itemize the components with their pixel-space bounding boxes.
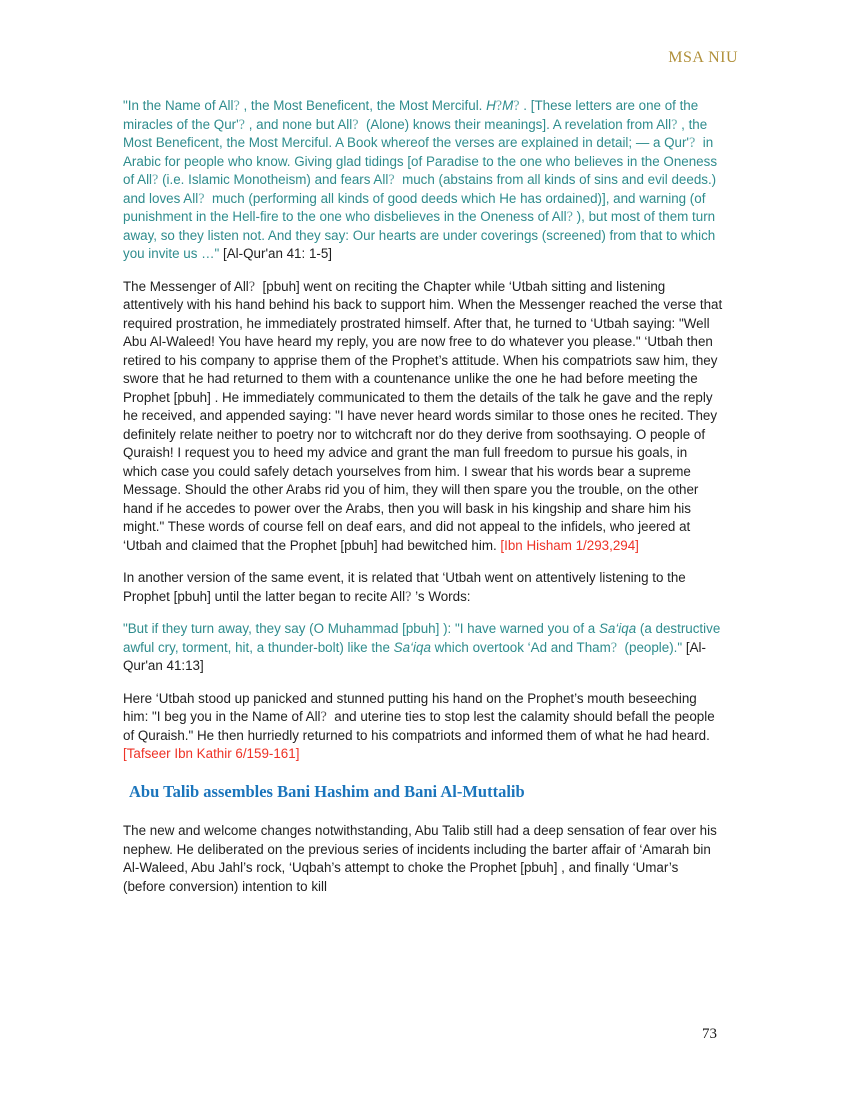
text-run: Abu Talib assembles Bani Hashim and Bani Al-Muttalib — [129, 781, 525, 801]
text-run: Here ‘Utbah stood up panicked and stunned putting his hand on the Prophet’s mouth beseeching him: "I beg you in the Name of All — [123, 690, 701, 724]
missing-glyph-mark: ? — [566, 209, 573, 225]
paragraph — [123, 620, 724, 676]
text-run: and uterine ties to stop lest the calamity should befall the people of Quraish." He then hurriedly returned to his compatriots and informed them of what he had heard. — [123, 709, 719, 743]
paragraph — [123, 278, 724, 556]
text-run: (i.e. Islamic Monotheism) and fears All — [158, 172, 389, 187]
missing-glyph-mark: ? — [610, 639, 618, 656]
text-run: in Arabic for people who know. Giving glad tidings [of Paradise to the one who believes in the Oneness of All — [123, 135, 721, 187]
missing-glyph-mark: ? — [152, 172, 159, 188]
text-run: which overtook ‘Ad and Tham — [430, 639, 611, 655]
text-run: "In the Name of All — [123, 98, 234, 113]
text-run: The new and welcome changes notwithstanding, Abu Talib still had a deep sensation of fear over his nephew. He deliberated on the previous series of incidents including the barter affair of ‘Amarah bin Al-Waleed, Abu Jahl’s rock, ‘Uqbah’s attempt to choke the Prophet [pbuh] , and finally ‘Umar’s (before conversion) intention to kill — [123, 823, 721, 894]
missing-glyph-mark: ? — [689, 135, 696, 151]
text-run: In another version of the same event, it is related that ‘Utbah went on attentively listening to the Prophet [pbuh] until the latter began to recite All — [123, 570, 690, 604]
paragraph — [123, 569, 724, 606]
text-run: [pbuh] went on reciting the Chapter while ‘Utbah sitting and listening attentively with his hand behind his back to support him. When the Messenger reached the verse that required prostration, he immediately prostrated himself. After that, he turned to ‘Utbah saying: "Well Abu Al-Waleed! You have heard my reply, you are now free to do whatever you please." ‘Utbah then retired to his company to apprise them of the Prophet’s attitude. When his compatriots saw him, they swore that he had returned to them with a countenance unlike the one he had before meeting the Prophet [pbuh] . He immediately communicated to them the details of the talk he gave and the reply he received, and appended saying: "I have never heard words similar to those ones he recited. They definitely relate neither to poetry nor to witchcraft nor do they derive from soothsaying. O people of Quraish! I request you to heed my advice and grant the man full freedom to pursue his goals, in which case you could safely detach yourselves from him. I swear that his words bear a supreme Message. Should the other Arabs rid you of him, they will then spare you the trouble, on the other hand if he accedes to power over the Arabs, then you will bask in his kingship and share him his might." These words of course fell on deaf ears, and did not appeal to the infidels, who jeered at ‘Utbah and claimed that the Prophet [pbuh] had bewitched him. — [123, 278, 726, 553]
missing-glyph-mark: ? — [671, 116, 678, 133]
missing-glyph-mark: ? — [388, 172, 395, 188]
text-run: Sa‘iqa — [598, 621, 637, 636]
text-run: much (abstains from all kinds of sins and evil deeds.) and loves All — [123, 172, 720, 206]
paragraph — [123, 822, 724, 896]
text-run: , and none but All — [244, 116, 353, 132]
text-run: [Tafseer Ibn Kathir 6/159-161] — [123, 746, 300, 761]
text-run: , the Most Beneficent, the Most Merciful. A Book whereof the verses are explained in detail; — a Qur' — [123, 116, 711, 150]
missing-glyph-mark: ? — [320, 709, 327, 725]
text-run: . [These letters are one of the miracles of the Qur' — [123, 98, 702, 132]
text-run: ), but most of them turn away, so they listen not. And they say: Our hearts are under coverings (screened) from that to which you invite us …" — [123, 209, 719, 261]
text-run: (Alone) knows their meanings]. A revelation from All — [358, 116, 672, 132]
missing-glyph-mark: ? — [248, 278, 256, 295]
page-header-brand: MSA NIU — [668, 49, 738, 66]
text-run: "But if they turn away, they say (O Muhammad [pbuh] ): "I have warned you of a — [123, 621, 599, 636]
missing-glyph-mark: ? — [352, 116, 359, 133]
text-run: [Al-Qur'an 41: 1-5] — [223, 246, 333, 261]
page-number: 73 — [702, 1026, 717, 1042]
text-run: (a destructive awful cry, torment, hit, a thunder-bolt) like the — [123, 621, 725, 655]
text-run: ’s Words: — [411, 588, 471, 604]
section-heading — [123, 783, 724, 802]
missing-glyph-mark: ? — [233, 98, 240, 114]
text-run: much (performing all kinds of good deeds which He has ordained)], and warning (of punishment in the Hell-fire to the one who disbelieves in the Oneness of All — [123, 190, 710, 224]
text-run: The Messenger of All — [123, 278, 249, 294]
document-body — [123, 97, 724, 910]
missing-glyph-mark: ? — [198, 190, 205, 207]
text-run: [Al-Qur'an 41:13] — [123, 639, 706, 673]
text-run: , the Most Beneficent, the Most Merciful. — [239, 98, 487, 113]
paragraph — [123, 97, 724, 264]
paragraph — [123, 690, 724, 764]
missing-glyph-mark: ? — [238, 116, 245, 133]
missing-glyph-mark: ? — [513, 98, 520, 114]
missing-glyph-mark: ? — [495, 98, 503, 114]
text-run: M — [502, 98, 514, 113]
text-run: Sa‘iqa — [393, 639, 431, 655]
missing-glyph-mark: ? — [405, 588, 412, 605]
text-run: (people)." — [617, 639, 686, 655]
text-run: [Ibn Hisham 1/293,294] — [500, 537, 639, 553]
text-run: H — [486, 98, 496, 113]
